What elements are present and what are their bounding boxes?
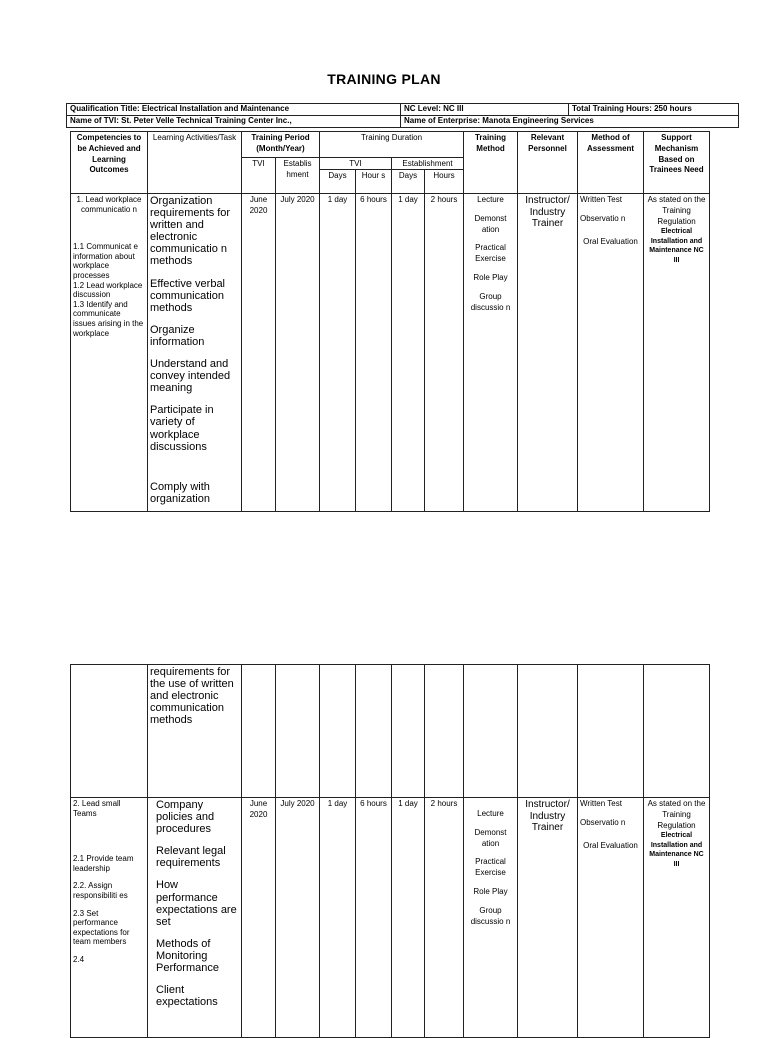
nc-level: NC Level: NC III — [401, 104, 569, 116]
assessment-item: Written Test — [580, 799, 622, 808]
col-hours: Hour s — [356, 170, 392, 194]
competency-title: 2. Lead small Teams — [73, 799, 121, 818]
outcome-item: 1.2 Lead workplace discussion — [73, 280, 143, 300]
training-plan-table-1 — [70, 131, 710, 512]
col-days: Days — [320, 170, 356, 194]
assessment-item: Observatio n — [580, 817, 626, 827]
enterprise-name: Name of Enterprise: Manota Engineering Services — [401, 116, 739, 128]
support-cell — [644, 194, 710, 512]
tvi-period-value: June 2020 — [242, 798, 276, 1038]
activity-continuation: requirements for the use of written and electronic communication methods — [148, 665, 242, 798]
activity-item: Comply with organization — [150, 480, 210, 505]
assessment-item: Observatio n — [580, 213, 626, 223]
assessment-item: Oral Evaluation — [583, 840, 638, 850]
outcome-item: 2.1 Provide team leadership — [73, 854, 134, 873]
est-days-value: 1 day — [392, 194, 425, 512]
col-period: Training Period (Month/Year) — [242, 132, 320, 158]
competency-title: 1. Lead workplace communicatio n — [76, 195, 142, 214]
methods-cell — [464, 194, 518, 512]
method-item: Lecture — [477, 195, 504, 204]
method-item: Demonst ation — [474, 827, 507, 848]
document-title: TRAINING PLAN — [327, 71, 441, 87]
col-hours-2: Hours — [425, 170, 464, 194]
est-days-value: 1 day — [392, 798, 425, 1038]
col-est-duration: Establishment — [392, 158, 464, 170]
assessment-item: Written Test — [580, 195, 622, 204]
activities-cell — [148, 194, 242, 512]
activity-item: Organization requirements for written and electronic communicatio n methods — [150, 195, 231, 268]
col-personnel: Relevant Personnel — [518, 132, 578, 194]
competency-cell — [71, 194, 148, 512]
support-qualification: Electrical Installation and Maintenance NC III — [649, 228, 704, 264]
competency-cell — [71, 798, 148, 1038]
activity-item: Methods of Monitoring Performance — [156, 937, 219, 975]
tvi-days-value: 1 day — [320, 798, 356, 1038]
activities-cell — [148, 798, 242, 1038]
support-text: As stated on the Training Regulation — [647, 195, 706, 226]
outcome-item: 2.4 — [73, 954, 85, 964]
activity-item: Organize information — [150, 323, 205, 348]
method-item: Demonst ation — [474, 213, 507, 234]
methods-cell — [464, 798, 518, 1038]
col-competencies: Competencies to be Achieved and Learning Outcomes — [71, 132, 148, 194]
tvi-period-value: June 2020 — [242, 194, 276, 512]
col-assessment: Method of Assessment — [578, 132, 644, 194]
activity-item: Effective verbal communication methods — [150, 277, 226, 314]
assessment-item: Oral Evaluation — [583, 236, 638, 246]
assessment-cell — [578, 798, 644, 1038]
est-hours-value: 2 hours — [425, 798, 464, 1038]
activity-item: How performance expectations are set — [156, 879, 237, 928]
tvi-days-value: 1 day — [320, 194, 356, 512]
est-period-value: July 2020 — [276, 798, 320, 1038]
outcome-item: 1.3 Identify and communicate issues arising in the workplace — [73, 299, 144, 338]
activity-item: Relevant legal requirements — [156, 845, 226, 870]
table-row — [71, 665, 710, 798]
method-item: Role Play — [473, 886, 508, 896]
training-plan-table-2 — [70, 664, 710, 1038]
est-period-value: July 2020 — [276, 194, 320, 512]
total-hours: Total Training Hours: 250 hours — [569, 104, 739, 116]
outcome-item: 1.1 Communicat e information about workplace processes — [73, 242, 138, 280]
col-days-2: Days — [392, 170, 425, 194]
tvi-hours-value: 6 hours — [356, 798, 392, 1038]
personnel-value: Instructor/ Industry Trainer — [518, 798, 578, 1038]
method-item: Group discussio n — [470, 291, 511, 312]
outcome-item: 2.3 Set performance expectations for team members — [73, 908, 130, 947]
activity-item: Company policies and procedures — [156, 799, 215, 836]
est-hours-value: 2 hours — [425, 194, 464, 512]
qualification-title: Qualification Title: Electrical Installation and Maintenance — [67, 104, 401, 116]
col-method: Training Method — [464, 132, 518, 194]
tvi-name: Name of TVI: St. Peter Velle Technical Training Center Inc., — [67, 116, 401, 128]
table-row — [71, 194, 710, 512]
table-row — [71, 798, 710, 1038]
personnel-value: Instructor/ Industry Trainer — [518, 194, 578, 512]
method-item: Practical Exercise — [475, 243, 506, 264]
support-qualification: Electrical Installation and Maintenance NC III — [649, 832, 704, 868]
col-support: Support Mechanism Based on Trainees Need — [644, 132, 710, 194]
method-item: Role Play — [473, 272, 508, 282]
method-item: Lecture — [477, 809, 504, 818]
assessment-cell — [578, 194, 644, 512]
col-duration: Training Duration — [320, 132, 464, 158]
support-text: As stated on the Training Regulation — [647, 799, 706, 830]
activity-item: Client expectations — [156, 984, 218, 1009]
col-tvi-period: TVI — [242, 158, 276, 194]
activity-item: Understand and convey intended meaning — [150, 358, 231, 395]
header-info-table — [66, 103, 739, 128]
tvi-hours-value: 6 hours — [356, 194, 392, 512]
outcome-item: 2.2. Assign responsibiliti es — [73, 881, 128, 900]
method-item: Practical Exercise — [475, 857, 506, 878]
col-tvi-duration: TVI — [320, 158, 392, 170]
support-cell — [644, 798, 710, 1038]
method-item: Group discussio n — [470, 905, 511, 926]
col-est-period: Establis hment — [276, 158, 320, 194]
col-activities: Learning Activities/Task — [148, 132, 242, 194]
activity-item: Participate in variety of workplace discussions — [150, 404, 214, 453]
